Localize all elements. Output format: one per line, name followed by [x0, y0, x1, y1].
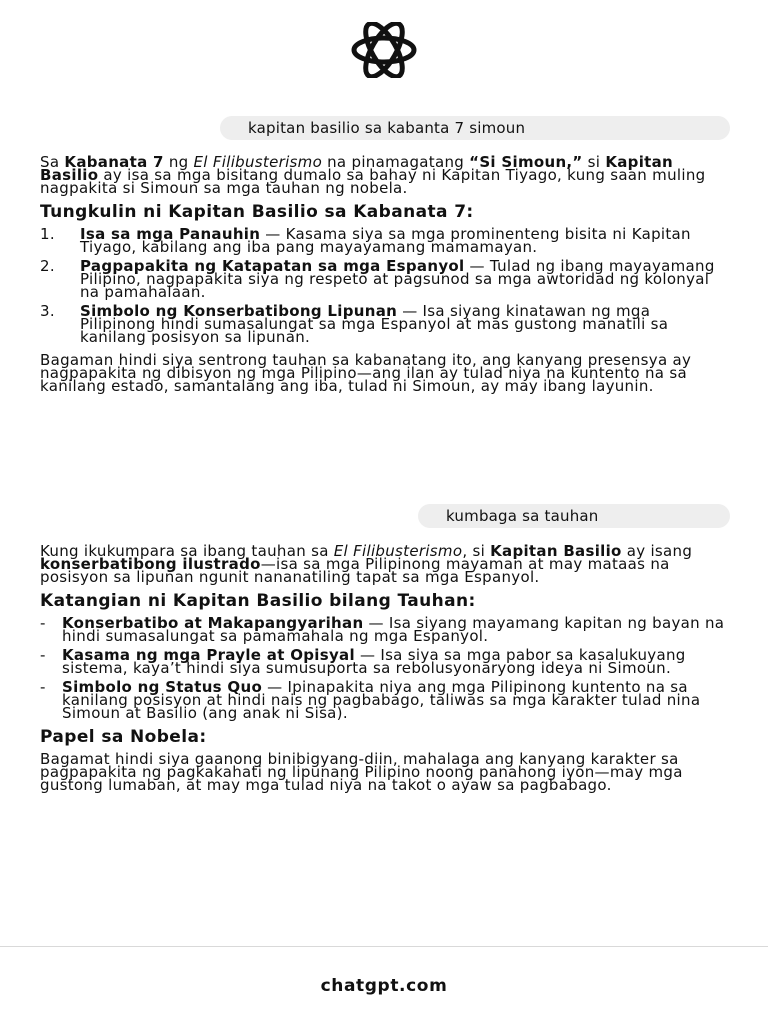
- text-run: — Kasama siya sa mga prominenteng bisita ni Kapitan Tiyago, kabilang ang iba pang mayayamang mamamayan.: [80, 225, 691, 256]
- openai-logo-icon: [328, 22, 440, 78]
- section-heading: Papel sa Nobela:: [40, 727, 207, 747]
- answer-closing-paragraph: Bagaman hindi siya sentrong tauhan sa kabanatang ito, ang kanyang presensya ay nagpapakita ng dibisyon ng mga Pilipino—ang ilan ay tulad niya na kuntento na sa kanilang estado, samantalang ang iba, tulad ni Simoun, ay may ibang layunin.: [40, 351, 692, 395]
- bold-text-run: Kapitan Basilio: [490, 542, 622, 560]
- numbered-list: [40, 225, 730, 346]
- text-run: na pinamagatang: [322, 153, 470, 171]
- text-run: — Isa siyang kinatawan ng mga Pilipinong hindi sumasalungat sa mga Espanyol at mas gustong manatili sa kanilang posisyon sa lipunan.: [80, 302, 669, 346]
- text-run: Kung ikukumpara sa ibang tauhan sa: [40, 542, 334, 560]
- italic-text-run: El Filibusterismo: [193, 153, 323, 171]
- bold-text-run: “Si Simoun,”: [469, 153, 583, 171]
- bold-text-run: Pagpapakita ng Katapatan sa mga Espanyol: [80, 257, 465, 275]
- bullet-marker: -: [40, 646, 46, 664]
- user-message-bubble: [220, 116, 730, 140]
- footer-domain-link[interactable]: chatgpt.com: [320, 976, 448, 996]
- italic-text-run: El Filibusterismo: [333, 542, 463, 560]
- bold-text-run: Konserbatibo at Makapangyarihan: [62, 614, 364, 632]
- bullet-marker: -: [40, 678, 46, 696]
- bullet-marker: -: [40, 614, 46, 632]
- bold-text-run: konserbatibong ilustrado: [40, 555, 261, 573]
- answer-closing-paragraph: Bagamat hindi siya gaanong binibigyang-diin, mahalaga ang kanyang karakter sa pagpapakita ng pagkakahati ng lipunang Pilipino noong panahong iyon—may mga gustong lumaban, at may mga tulad niya na takot o ayaw sa pagbabago.: [40, 750, 683, 794]
- answer-intro-paragraph: [40, 153, 730, 197]
- section-heading: Tungkulin ni Kapitan Basilio sa Kabanata 7:: [40, 202, 474, 222]
- text-run: —isa sa mga Pilipinong mayaman at may mataas na posisyon sa lipunan ngunit nananatiling tapat sa mga Espanyol.: [40, 555, 670, 586]
- text-run: Sa: [40, 153, 65, 171]
- text-run: ay isa sa mga bisitang dumalo sa bahay ni Kapitan Tiyago, kung saan muling nagpakita si Simoun sa mga tauhan ng nobela.: [40, 166, 706, 197]
- text-run: si: [582, 153, 606, 171]
- assistant-message: [40, 153, 730, 403]
- bold-text-run: Kapitan Basilio: [40, 153, 674, 184]
- bold-text-run: Isa sa mga Panauhin: [80, 225, 261, 243]
- text-run: — Isa siya sa mga pabor sa kasalukuyang sistema, kaya’t hindi siya sumusuporta sa rebolusyonaryong ideya ni Simoun.: [62, 646, 686, 677]
- text-run: , si: [462, 542, 491, 560]
- list-number: 3.: [40, 302, 55, 320]
- bold-text-run: Simbolo ng Konserbatibong Lipunan: [80, 302, 398, 320]
- list-number: 1.: [40, 225, 55, 243]
- user-message-text: kapitan basilio sa kabanta 7 simoun: [248, 119, 526, 137]
- list-item: [40, 678, 730, 722]
- list-item: [40, 257, 730, 301]
- list-item: [40, 646, 730, 677]
- list-item: [40, 614, 730, 645]
- bold-text-run: Simbolo ng Status Quo: [62, 678, 263, 696]
- footer-divider: [0, 946, 768, 947]
- bullet-list: [40, 614, 730, 722]
- answer-intro-paragraph: [40, 542, 730, 586]
- bold-text-run: Kasama ng mga Prayle at Opisyal: [62, 646, 355, 664]
- list-item: [40, 302, 730, 346]
- bold-text-run: Kabanata 7: [64, 153, 164, 171]
- section-heading: Katangian ni Kapitan Basilio bilang Tauhan:: [40, 591, 476, 611]
- user-message-text: kumbaga sa tauhan: [446, 507, 599, 525]
- list-number: 2.: [40, 257, 55, 275]
- assistant-message: [40, 542, 730, 802]
- user-message-bubble: [418, 504, 730, 528]
- list-item: [40, 225, 730, 256]
- text-run: ng: [163, 153, 194, 171]
- text-run: ay isang: [621, 542, 693, 560]
- text-run: — Tulad ng ibang mayayamang Pilipino, nagpapakita siya ng respeto at pagsunod sa mga awtoridad ng kolonyal na pamahalaan.: [80, 257, 715, 301]
- text-run: — Ipinapakita niya ang mga Pilipinong kuntento na sa kanilang posisyon at hindi nais ng pagbabago, taliwas sa mga karakter tulad nina Simoun at Basilio (ang anak ni Sisa).: [62, 678, 701, 722]
- text-run: — Isa siyang mayamang kapitan ng bayan na hindi sumasalungat sa pamamahala ng mga Espanyol.: [62, 614, 725, 645]
